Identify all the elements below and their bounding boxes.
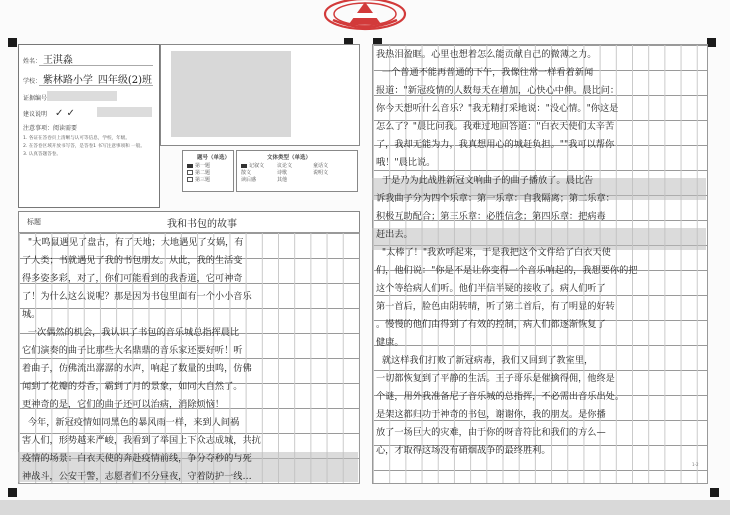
row-4-label: 建议说明 (23, 111, 48, 118)
essay-line: 这个等给病人们听。他们半信半疑的接收了。病人们听了 (376, 283, 606, 294)
essay-line: 们，他们说："你是不是让你变得一个音乐响起的，我想要你的把 (376, 265, 638, 276)
right-essay-text (374, 44, 706, 482)
essay-line: 一切都恢复到了平静的生活。王子哥乐是催擒得佣，他终是 (376, 373, 615, 384)
essay-line: 闻到了花瓣的芬香，霸到了月的景象，如同大自然了。 (22, 381, 243, 392)
notes-title: 注意事项：阅读需要 (23, 125, 78, 132)
page-code: 1-2 (692, 462, 699, 467)
essay-line: 一次偶然的机会，我认识了书包的音乐城总指挥晨比 (22, 327, 240, 338)
note-item: 3. 认真答题答卷。 (23, 152, 62, 157)
school-row: 学校： 紫林路小学 四年级(2)班 (23, 75, 153, 86)
essay-line: 疫情的场景：白衣天使的奔赴疫情前线，争分夺秒的与死 (22, 453, 252, 464)
essay-line: 积极互助配合；第三乐章：必胜信念；第四乐章：把病毒 (376, 211, 606, 222)
essay-line: 得多姿多彩，对了，你们可能看到的我香道，它可神奇 (22, 273, 243, 284)
essay-line: 第一首后，脸色由阴转晴，听了第二首后，有了明显的好转 (376, 301, 615, 312)
option-item: 读后感 (241, 177, 257, 183)
name-row: 姓名： 王淇淼 (23, 55, 73, 66)
essay-line: 城。 (22, 309, 41, 320)
essay-line: 心，才取得这场没有硝烟战争的最终胜利。 (376, 445, 551, 456)
genre-type-header: 文体类型（单选） (267, 155, 312, 161)
essay-line: 赶出去。 (376, 229, 413, 240)
bottom-scan-edge (0, 500, 730, 515)
option-item: 诗歌 (277, 170, 288, 176)
essay-line: 就这样我们打败了新冠病毒，我们又回到了教室里， (376, 355, 594, 366)
row-3-label: 证据编号 (23, 95, 48, 102)
redacted-field (47, 91, 117, 101)
row-4 (23, 108, 75, 121)
question-number-box (182, 150, 234, 192)
essay-line: 你今天想听什么音乐？"我无精打采地说："没心情。"你这是 (376, 103, 619, 114)
essay-line: 一个普通不能再普通的下午，我像往常一样看着新闻 (376, 67, 594, 78)
essay-line: 个谜，用外我准备尼了音乐城的总指挥，不必需出音乐出处。 (376, 391, 625, 402)
essay-line: 。慢慢的他们由得到了有效的控制，病人们都逐渐恢复了 (376, 319, 606, 330)
registration-mark-bottom-left (8, 488, 17, 497)
option-item: 说明文 (313, 170, 329, 176)
note-item: 1. 各证在答卷页上清晰与认可等信息，学校，年级。 (23, 136, 130, 141)
school-logo-icon (323, 0, 407, 36)
name-underline (39, 65, 153, 66)
question-number-header: 题号（单选） (197, 155, 231, 161)
essay-line: 神战斗，公安干警，志愿者们不分昼夜，守着防护一线… (22, 471, 252, 482)
title-label: 标题 (27, 218, 41, 226)
essay-line: 放了一场巨大的灾难，由于你的呀音符比和我们的方么— (376, 427, 606, 438)
registration-mark-top-right (707, 38, 716, 47)
school-label: 学校 (23, 78, 36, 85)
essay-line: "太棒了！"我欢呼起来，于是我把这个文件给了白衣天使 (376, 247, 611, 258)
row-3 (23, 93, 47, 106)
grade-value: 四年级(2)班 (97, 75, 153, 86)
checkmark-icon: ✓ ✓ (54, 108, 75, 119)
essay-line: 它们演奏的曲子比那些大名鼎鼎的音乐家还要好听！听 (22, 345, 243, 356)
essay-line: 我热泪盈眶。心里也想着怎么能贡献自己的微薄之力。 (376, 49, 597, 60)
school-underline (39, 85, 153, 86)
essay-title: 我和书包的故事 (167, 219, 237, 230)
option-item: 第一题 (195, 163, 211, 169)
notes-list (23, 135, 155, 159)
genre-type-box (236, 150, 358, 192)
essay-line: "大鸣鼠遇见了盘古，有了天地；大地遇见了女娲，有 (22, 237, 244, 248)
essay-line: 更神奇的是，它们的曲子还可以治病，消除烦恼！ (22, 399, 225, 410)
essay-line: 着曲子，仿佛流出潺潺的水声，响起了数量的虫鸣，仿佛 (22, 363, 252, 374)
option-item: 第二题 (195, 170, 211, 176)
essay-line: 哦！"晨比说。 (376, 157, 436, 168)
left-essay-text (20, 232, 358, 482)
registration-mark-top-left (8, 38, 17, 47)
name-label: 姓名 (23, 58, 36, 65)
option-item: 记叙文 (249, 163, 265, 169)
essay-line: 今年，新冠疫情如同黑色的暴风雨一样，来到人间祸 (22, 417, 240, 428)
essay-line: 报道："新冠疫情的人数每天在增加，心快心中伸。晨比问： (376, 85, 620, 96)
essay-title-row (18, 211, 360, 233)
option-item: 其他 (277, 177, 288, 183)
option-item: 散文 (241, 170, 252, 176)
essay-line: 怎么了？"晨比问我。我难过地回答道："白衣天使们太辛苦 (376, 121, 615, 132)
option-item: 第三题 (195, 177, 211, 183)
essay-line: 了人类；书就遇见了我的书包朋友。从此，我的生活变 (22, 255, 243, 266)
essay-line: 于是乃为此战胜新冠文响曲子的曲子播放了。晨比告 (376, 175, 594, 186)
note-item: 2. 在答卷区域开放书写答，是答卷1 书写注意事项和 一般。 (23, 144, 145, 149)
essay-line: 了，我却无能为力，我真想用心的城赶负担。""我可以帮你 (376, 139, 615, 150)
registration-mark-bottom-right (710, 488, 719, 497)
essay-line: 害人们，形势越来严峻，我看到了举国上下众志成城，共抗 (22, 435, 261, 446)
student-info-panel (18, 44, 160, 208)
option-item: 议论文 (277, 163, 293, 169)
essay-line: 健康。 (376, 337, 404, 348)
essay-line: 诉我曲子分为四个乐章：第一乐章：自我隔离；第二乐章： (376, 193, 615, 204)
redacted-barcode (171, 51, 291, 137)
essay-line: 了！为什么这么说呢？那是因为书包里面有一个小小音乐 (22, 291, 252, 302)
essay-line: 是架这都归功于神奇的书包，谢谢你，我的朋友。是你播 (376, 409, 606, 420)
option-item: 童话文 (313, 163, 329, 169)
school-value: 紫林路小学 (42, 75, 93, 86)
barcode-panel (160, 44, 360, 146)
redacted-field-2 (97, 107, 152, 117)
name-value: 王淇淼 (42, 55, 73, 66)
